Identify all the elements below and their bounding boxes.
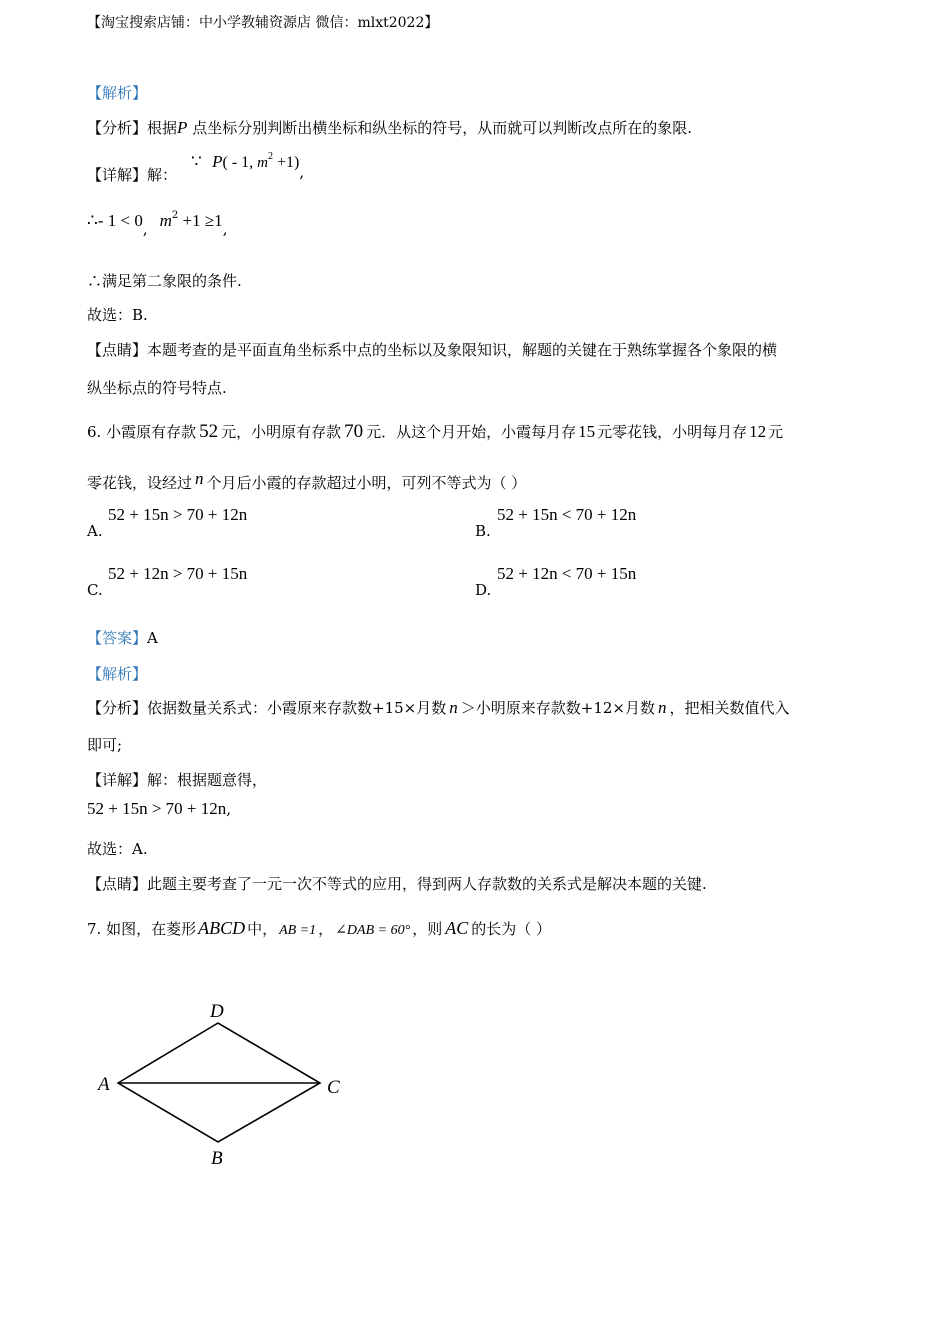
q6-option-a-label[interactable]: A. (87, 522, 103, 540)
q5-dianjing (87, 339, 777, 360)
q6-stem-e: 元 (768, 423, 784, 441)
q5-fenxi-tag: 【分析】 (87, 119, 148, 137)
q7-stem-b: 中， (247, 920, 278, 938)
vertex-label-c: C (327, 1077, 340, 1098)
q5-comma2: , (222, 220, 228, 238)
q7-stem-angle: ∠DAB = 60° (335, 923, 411, 938)
q7-rhombus-figure (80, 990, 370, 1180)
q6-fenxi-n2: n (657, 698, 667, 717)
q6-answer-tag: 【答案】 (87, 629, 148, 647)
q6-fenxi-tag: 【分析】 (87, 699, 148, 717)
q6-xiangjie-text: 解：根据题意得， (147, 771, 268, 789)
q6-stem-12: 12 (749, 422, 767, 441)
q6-stem-line2 (87, 469, 527, 493)
page-header: 【淘宝搜索店铺：中小学教辅资源店 微信：mlxt2022】 (87, 15, 439, 31)
q7-stem-a: 7. 如图，在菱形 (87, 920, 197, 938)
q6-option-d-label[interactable]: D. (475, 581, 492, 599)
q5-dianjing-tag: 【点睛】 (87, 341, 148, 359)
vertex-label-b: B (211, 1148, 223, 1169)
q6-stem-b: 元，小明原有存款 (221, 423, 342, 441)
q7-stem-abcd: ABCD (198, 918, 246, 938)
q6-option-c-label[interactable]: C. (87, 581, 103, 599)
q6-answer (87, 627, 158, 648)
q5-p-m: m (257, 155, 268, 171)
q6-option-a-expr[interactable]: 52 + 15n > 70 + 12n (108, 505, 248, 524)
q5-p-tail: , (299, 163, 305, 181)
q6-solution (87, 799, 231, 819)
q5-dianjing-line1: 本题考查的是平面直角坐标系中点的坐标以及象限知识，解题的关键在于熟练掌握各个象限的横 (147, 341, 778, 359)
q5-choice: 故选：B. (87, 306, 148, 324)
q5-therefore-expr: ∴- 1 < 0 (87, 211, 143, 230)
q6-fenxi-a: 依据数量关系式：小霞原来存款数+15×月数 (147, 699, 447, 717)
q5-fenxi-pre: 根据 (147, 119, 178, 137)
q6-stem-line2-a: 零花钱，设经过 (87, 474, 193, 492)
q5-ineq-tail: +1 ≥1 (178, 211, 223, 230)
q6-analysis-tag: 【解析】 (87, 665, 148, 683)
q6-xiangjie-tag: 【详解】 (87, 771, 148, 789)
q6-dianjing-text: 此题主要考查了一元一次不等式的应用，得到两人存款数的关系式是解决本题的关键. (147, 875, 707, 893)
q5-analysis-tag: 【解析】 (87, 84, 148, 102)
q5-dianjing-line2: 纵坐标点的符号特点. (87, 379, 227, 397)
vertex-label-a: A (98, 1074, 110, 1095)
q6-stem-line2-b: 个月后小霞的存款超过小明，可列不等式为（ ） (206, 474, 527, 492)
q5-p-sup: 2 (268, 151, 273, 162)
q5-fenxi-p: P (177, 118, 188, 137)
q7-stem-c: ， (318, 920, 334, 938)
q7-stem-ac: AC (445, 918, 469, 938)
q5-p-open: ( - 1, (222, 154, 258, 171)
q6-fenxi-c: ，把相关数值代入 (669, 699, 790, 717)
q6-fenxi-b: ＞小明原来存款数+12×月数 (460, 699, 655, 717)
q6-xiangjie (87, 769, 267, 790)
q6-dianjing-tag: 【点睛】 (87, 875, 148, 893)
q6-solution-expr: 52 + 15n > 70 + 12n (87, 799, 227, 818)
q6-option-b-expr[interactable]: 52 + 15n < 70 + 12n (497, 505, 637, 524)
q6-dianjing (87, 873, 707, 894)
q6-fenxi (87, 697, 790, 718)
q5-therefore (87, 210, 228, 238)
q5-xiangjie-pre: 解： (147, 166, 178, 184)
q6-stem-n: n (195, 469, 204, 488)
q6-stem-a: 6. 小霞原有存款 (87, 423, 197, 441)
q6-stem-line1 (87, 421, 783, 443)
q6-answer-value: A (147, 629, 158, 647)
q5-p-var: P (212, 152, 223, 171)
q6-stem-c: 元．从这个月开始，小霞每月存 (366, 423, 577, 441)
q5-xiangjie (87, 151, 305, 184)
q6-stem-70: 70 (344, 421, 364, 442)
q7-stem-ab: AB =1 (279, 923, 317, 938)
q5-m-var: m (159, 211, 172, 230)
q5-because-symbol: ∵ (191, 152, 202, 171)
q7-stem-d: ，则 (412, 920, 443, 938)
q5-fenxi (87, 117, 692, 138)
q7-stem (87, 918, 551, 939)
q5-m-sup: 2 (171, 210, 179, 221)
q6-option-b-label[interactable]: B. (475, 522, 491, 540)
q6-stem-15: 15 (578, 422, 596, 441)
q6-fenxi-n1: n (449, 698, 458, 717)
q5-fenxi-post: 点坐标分别判断出横坐标和纵坐标的符号，从而就可以判断改点所在的象限. (187, 119, 692, 137)
vertex-label-d: D (210, 1001, 224, 1022)
q5-p-close: +1) (273, 154, 300, 171)
q6-fenxi-line2: 即可; (87, 736, 123, 754)
q6-stem-52: 52 (199, 421, 219, 442)
q6-option-c-expr[interactable]: 52 + 12n > 70 + 15n (108, 564, 248, 583)
q7-stem-e: 的长为（ ） (471, 920, 551, 938)
q5-comma1: , (142, 220, 148, 238)
q6-stem-d: 元零花钱，小明每月存 (597, 423, 748, 441)
q5-conclusion: ∴满足第二象限的条件. (87, 272, 242, 290)
q6-option-d-expr[interactable]: 52 + 12n < 70 + 15n (497, 564, 637, 583)
q6-solution-tail: , (226, 800, 232, 818)
q5-xiangjie-tag: 【详解】 (87, 166, 148, 184)
q6-choice: 故选：A. (87, 840, 148, 858)
